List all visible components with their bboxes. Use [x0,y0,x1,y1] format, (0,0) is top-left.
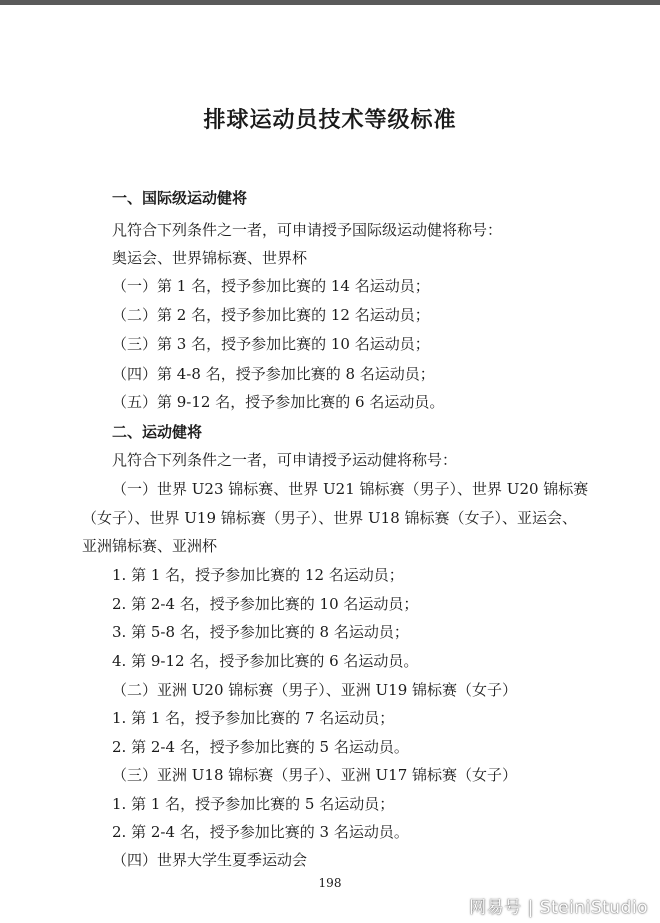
section-heading-master: 二、运动健将 [112,423,203,441]
page-title: 排球运动员技术等级标准 [203,108,457,133]
list-item: （二）第 2 名，授予参加比赛的 12 名运动员； [112,306,430,324]
list-item: （三）第 3 名，授予参加比赛的 10 名运动员； [112,335,430,353]
list-item: 3. 第 5-8 名，授予参加比赛的 8 名运动员； [112,623,409,641]
list-item: （一）第 1 名，授予参加比赛的 14 名运动员； [112,277,430,295]
paragraph-line: 凡符合下列条件之一者，可申请授予国际级运动健将称号： [112,221,503,239]
paragraph-line: （二）亚洲 U20 锦标赛（男子）、亚洲 U19 锦标赛（女子） [112,681,518,699]
page-number: 198 [318,876,342,890]
paragraph-line: 凡符合下列条件之一者，可申请授予运动健将称号： [112,451,458,469]
paragraph-line: （三）亚洲 U18 锦标赛（男子）、亚洲 U17 锦标赛（女子） [112,766,518,784]
list-item: 2. 第 2-4 名，授予参加比赛的 5 名运动员。 [112,738,409,756]
list-item: 1. 第 1 名，授予参加比赛的 7 名运动员； [112,709,395,727]
paragraph-line: 奥运会、世界锦标赛、世界杯 [112,249,308,267]
paragraph-line: （女子）、世界 U19 锦标赛（男子）、世界 U18 锦标赛（女子）、亚运会、 [82,509,578,527]
list-item: 1. 第 1 名，授予参加比赛的 12 名运动员； [112,566,404,584]
paragraph-line: （一）世界 U23 锦标赛、世界 U21 锦标赛（男子）、世界 U20 锦标赛 [112,480,589,498]
list-item: （四）第 4-8 名，授予参加比赛的 8 名运动员； [112,365,435,383]
paragraph-line: （四）世界大学生夏季运动会 [112,851,308,869]
section-heading-international: 一、国际级运动健将 [112,189,248,207]
watermark: 网易号 | SteiniStudio [469,898,648,918]
list-item: 2. 第 2-4 名，授予参加比赛的 10 名运动员； [112,595,419,613]
list-item: 4. 第 9-12 名，授予参加比赛的 6 名运动员。 [112,652,419,670]
list-item: 1. 第 1 名，授予参加比赛的 5 名运动员； [112,795,395,813]
paragraph-line: 亚洲锦标赛、亚洲杯 [82,537,218,555]
list-item: （五）第 9-12 名，授予参加比赛的 6 名运动员。 [112,393,445,411]
top-border [0,0,660,5]
list-item: 2. 第 2-4 名，授予参加比赛的 3 名运动员。 [112,823,409,841]
